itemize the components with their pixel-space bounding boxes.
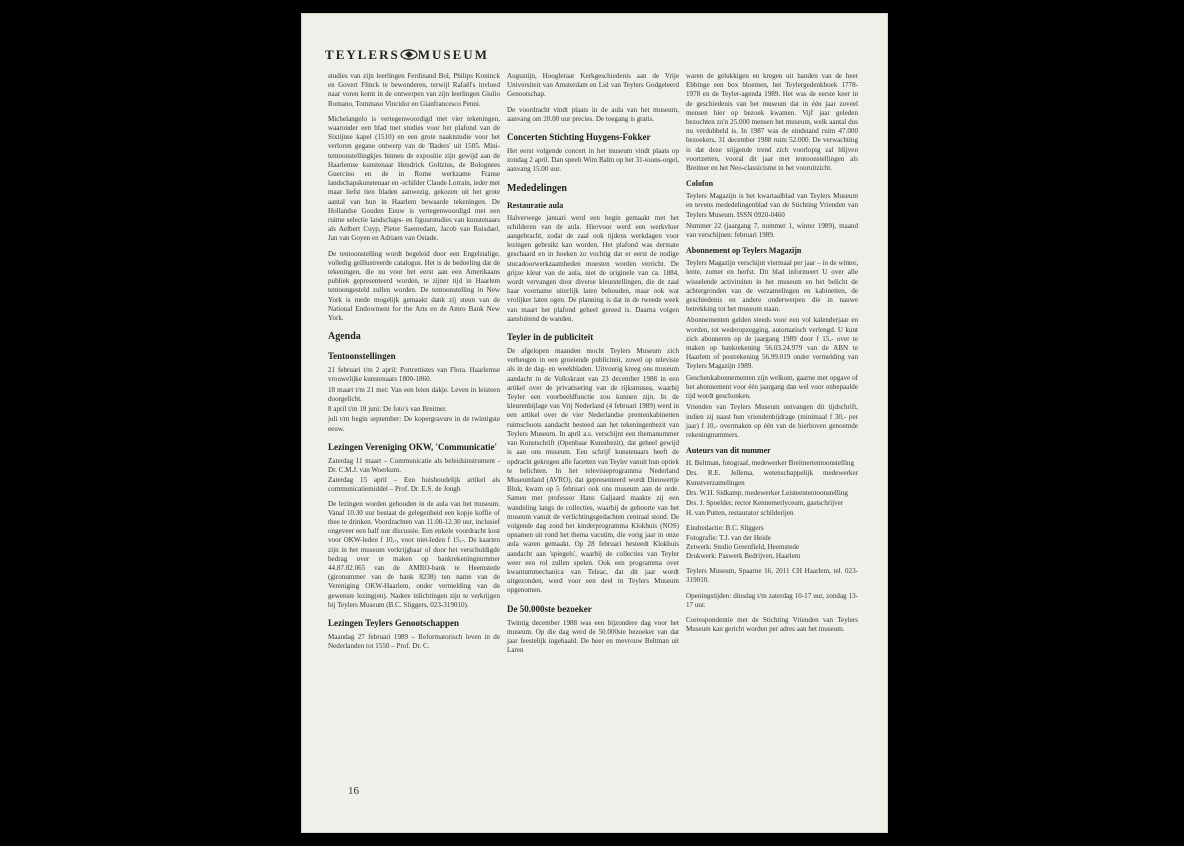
- list-item: juli t/m begin september: De kopergravure in de twintigste eeuw.: [328, 415, 500, 433]
- paragraph: Augustijn, Hoogleraar Kerkgeschiedenis aan de Vrije Universiteit van Amsterdam en Lid van Teylers Godgeleerd Genootschap.: [507, 72, 679, 99]
- paragraph: Vrienden van Teylers Museum ontvangen dit tijdschrift, indien zij naast hun vriendenbijdrage (minimaal f 30,- per jaar) f 10,- overmaken op één van de hierboven genoemde rekeningnummers.: [686, 403, 858, 439]
- credit-line: Drukwerk: Paswerk Bedrijven, Haarlem: [686, 551, 801, 560]
- paragraph: Teylers Magazijn verschijnt viermaal per jaar – in de winter, lente, zomer en herfst. Dit blad informeert U over alle wisselende activiteiten in het museum en het belicht de achtergronden van de verzamelingen en kabinetten, de geschiedenis en andere onderwerpen die in nauwe betrekking tot het museum staan.: [686, 259, 858, 314]
- list-item: 21 februari t/m 2 april: Portrettistes van Flora. Haarlemse vrouwelijke kunstenaars 1800-1860.: [328, 366, 500, 384]
- list-item: 8 april t/m 18 juni: De foto's van Breitner.: [328, 405, 447, 414]
- paragraph: De tentoonstelling wordt begeleid door een Engelstalige, volledig geïllustreerde catalogus. Het is de bedoeling dat de tekeningen, die nu voor het eerst aan een Amerikaans publiek gepresenteerd worden, te zijner tijd in Haarlem tentoongesteld zullen worden. De tentoonstelling in New York is mede mogelijk gemaakt dank zij steun van de National Endowment for the Arts en de Amro Bank New York.: [328, 249, 500, 323]
- paragraph: Michelangelo is vertegenwoordigd met vier tekeningen, waaronder een blad met studies voor het plafond van de Sixtijnse kapel (1510) en een grote naaktstudie voor het verloren gegane ontwerp van de 'Baders' uit 1505. Mini-tentoonstellingkjes binnen de expositie zijn gewijd aan de Haarlemse kunstenaar Hendrick Goltzius, de Bolognees Guercino en de in Rome werkzame Franse landschapskunstenaar en -schilder Claude Lorrain, ieder met maar liefst tien bladen aanwezig, gekozen uit het grote aantal van hun in Haarlem bewaarde tekeningen. De Hollandse Gouden Eeuw is vertegenwoordigd met een ruime selectie landschaps- en figuurstudies van kunstenaars als Aelbert Cuyp, Pieter Saenredam, Jacob van Ruisdael, Jan van Goyen en Adriaen van Ostade.: [328, 114, 500, 243]
- list-item: Drs. R.E. Jellema, wetenschappelijk medewerker Kunstverzamelingen: [686, 469, 858, 487]
- heading-publiciteit: Teyler in de publiciteit: [507, 332, 594, 343]
- heading-mededelingen: Mededelingen: [507, 182, 567, 194]
- masthead-right: MUSEUM: [417, 47, 489, 62]
- masthead: [302, 47, 512, 63]
- paragraph: Correspondentie met de Stichting Vrienden van Teylers Museum kan gericht worden per adres aan het museum.: [686, 615, 858, 634]
- list-item: Zaterdag 11 maart – Communicatie als beleidsinstrument -Dr. C.M.J. van Woerkum.: [328, 456, 500, 474]
- paragraph: Abonnementen gelden steeds voor een vol kalenderjaar en worden, tot wederopzegging, automatisch verlengd. U kunt zich abonneren op de jaargang 1989 door f 15,- over te maken op bankrekening 56.03.24.979 van de ABN te Haarlem of postrekening 56.99.019 onder vermelding van Teylers Magazijn 1989.: [686, 316, 858, 371]
- paragraph: Twintig december 1988 was een bijzondere dag voor het museum. Op die dag werd de 50.000ste bezoeker van dat jaar feestelijk ingehaald. De heer en mevrouw Beltman uit Laren: [507, 618, 679, 655]
- heading-auteurs: Auteurs van dit nummer: [686, 446, 771, 456]
- list-item: 18 maart t/m 21 mei: Van een leien dakje. Leven in leisteen doorgelicht.: [328, 385, 500, 403]
- paragraph: Geschenkabonnementen zijn welkom, gaarne met opgave of het abonnement voor één jaargang dan wel voor onbepaalde tijd wordt geschonken.: [686, 373, 858, 401]
- author-list: [686, 459, 858, 518]
- masthead-left: TEYLERS: [325, 47, 400, 62]
- paragraph: Openingstijden: dinsdag t/m zaterdag 10-17 uur, zondag 13-17 uur.: [686, 591, 858, 609]
- credit-line: Zetwerk: Studio Greenfield, Heemstede: [686, 542, 800, 551]
- heading-agenda: Agenda: [328, 331, 361, 343]
- lecture-list: [328, 457, 500, 495]
- heading-tentoonstellingen: Tentoonstellingen: [328, 351, 396, 362]
- paragraph: De afgelopen maanden mocht Teylers Museum zich verheugen in een groeiende publiciteit, zowel op televisie als in de dag- en weekbladen. Uitvoerig kreeg ons museum aandacht in de Volkskrant van 23 december 1988 in een artikel over de privatisering van de rijksmusea, waarbij Teyler een voorbeeldfunctie zou kunnen zijn. In de kleurenbijlage van Vrij Nederland (4 februari 1989) werd in een artikel over de vier Nederlandse prentenkabinetten ruimschoots aandacht besteed aan het tekeningenbezit van Teylers Museum. In april a.s. verschijnt een themanummer van Kunstschrift (Openbaar Kunstbezit), dat geheel gewijd is aan ons museum. Een schrijf kunstenaars heeft de opdracht gekregen alle facetten van Teyler vanuit hun optiek te belichten. In het televisieprogramma Nederland Museumland (AVRO), dat gepresenteerd wordt Dieuwertje Blok, kwam op 5 februari ook ons museum aan de orde. Samen met professor Hans Galjaard maakte zij een wandeling langs de collecties, waarbij de geboorte van het museum vanuit de verlichtingsgedachten centraal stond. De volgende dag zond het kinderprogramma Klokhuis (NOS) opnamen uit rond het thema vacuüm, die vorig jaar in onze aula waren gemaakt. Op 28 februari besteedt Klokhuis aandacht aan 'spiegels', waarbij de collecties van Teyler weer een rol zullen spelen. Ook een programma over kwantummechanica van Teleac, dat dit jaar wordt uitgezonden, werd voor een deel in Teylers Museum opgenomen.: [507, 347, 679, 595]
- column-2: [507, 72, 679, 661]
- column-1: [328, 72, 500, 657]
- paragraph: Teylers Magazijn is het kwartaalblad van Teylers Museum en tevens mededelingenblad van de Stichting Vrienden van Teylers Museum. ISSN 0920-0460: [686, 192, 858, 219]
- column-3: [686, 72, 858, 640]
- paragraph: Nummer 22 (jaargang 7, nummer 1, winter 1989), maand van verschijnen: februari 1989.: [686, 221, 858, 240]
- heading-concerten: Concerten Stichting Huygens-Fokker: [507, 132, 651, 143]
- credit-line: Fotografie: T.J. van der Heide: [686, 533, 771, 542]
- paragraph: De lezingen worden gehouden in de aula van het museum. Vanaf 10.30 uur bestaat de gelegenheid een kopje koffie of thee te drinken. Voordrachten van 11.00-12.30 uur, inclusief ongeveer een half uur discussie. Een enkele voordracht kost voor OKW-leden f 10,-, voor niet-leden f 15,-. De kaarten zijn in het museum verkrijgbaar of door het verschuldigde bedrag over te maken op bankrekeningnummer 44.87.82.065 van de AMRO-bank te Heemstede (gironummer van de bank 8238) ten name van de Vereniging OKW-Haarlem, onder vermelding van de gewenste lezing(en). Nadere inlichtingen zijn te verkrijgen bij Teylers Museum (B.C. Sliggers, 023-319010).: [328, 499, 500, 609]
- paragraph: Maandag 27 februari 1989 – Reformatorisch leven in de Nederlanden tot 1550 – Prof. Dr. C.: [328, 632, 500, 651]
- heading-okw: Lezingen Vereniging OKW, 'Communicatie': [328, 441, 498, 452]
- paragraph: Het eerst volgende concert in het museum vindt plaats op zondag 2 april. Dan speelt Wim Balm op het 31-toons-orgel, aanvang 15.00 uur.: [507, 147, 679, 174]
- list-item: H. Beltman, fotograaf, medewerker Breitnertentoonstelling: [686, 459, 855, 468]
- magazine-page: [302, 14, 887, 832]
- list-item: Zaterdag 15 april – Een huishoudelijk artikel als communicatiemiddel – Prof. Dr. E.S. de Jongh: [328, 476, 500, 494]
- credits: [686, 524, 858, 561]
- heading-abonnement: Abonnement op Teylers Magazijn: [686, 246, 802, 256]
- list-item: Drs. W.H. Sidkamp, medewerker Leisteententoonstelling: [686, 488, 848, 497]
- heading-restauratie: Restauratie aula: [507, 200, 564, 210]
- exhibition-list: [328, 366, 500, 433]
- credit-line: Eindredactie: B.C. Sliggers: [686, 524, 764, 533]
- paragraph: waren de gelukkigen en kregen uit handen van de heer Ebbinge een box bloemen, het Teylergedenkboek 1778-1978 en de Teyler-agenda 1989. Het was de eerste keer in de geschiedenis van het museum dat in één jaar zoveel mensen hier op bezoek kwamen. Vijf jaar geleden bezochten zo'n 25.000 mensen het museum, welk aantal dus nu verdubbeld is. In 1987 was de eindstand ruim 47.000 bezoekers, 31 december 1988 ruim 52.000. De verwachting is dat deze stijgende trend zich voorlopig zal blijven voortzetten, vooral dit jaar met tentoonstellingen als Breitner en het Neo-classicisme in het vooruitzicht.: [686, 72, 858, 173]
- heading-colofon: Colofon: [686, 179, 714, 189]
- page-number: 16: [348, 785, 359, 797]
- paragraph: studies van zijn leerlingen Ferdinand Bol, Philips Koninck en Govert Flinck te bewonderen, terwijl Rafaël's invloed naar voren komt in de ontwerpen van zijn leerlingen Giulio Romano, Tommaso Vincidor en Gianfrancesco Penni.: [328, 72, 500, 108]
- heading-bezoeker: De 50.000ste bezoeker: [507, 603, 592, 614]
- paragraph: De voordracht vindt plaats in de aula van het museum, aanvang om 20.00 uur precies. De toegang is gratis.: [507, 105, 679, 123]
- list-item: Drs. J. Spoelder, rector Kennemerlyceum, gastschrijver: [686, 498, 844, 507]
- paragraph: Halverwege januari werd een begin gemaakt met het schilderen van de aula. Hiervoor werd een werkvloer aangebracht, zodat de zaal ook tijdens werkdagen voor lezingen gebruikt kan worden. Het plafond was dermate geschaard en in hoeken zo vochtig dat er eerst de nodige stucadoorwerkzaamheden moesten worden verricht. De grijze kleur van de aula, niet de originele van ca. 1884, wordt vervangen door diverse kleurstellingen, die de zaal haar voorname uiterlijk laten behouden, maar ook wat vrolijker laten ogen. De planning is dat in de tweede week van maart het plafond geheel gereed is. Daarna volgen aansluitend de wanden.: [507, 213, 679, 323]
- teylers-logo-icon: [400, 48, 418, 59]
- heading-genootschappen: Lezingen Teylers Genootschappen: [328, 617, 460, 628]
- list-item: H. van Putten, restaurator schilderijen: [686, 509, 794, 518]
- paragraph: Teylers Museum, Spaarne 16, 2011 CH Haarlem, tel. 023-319010.: [686, 567, 858, 585]
